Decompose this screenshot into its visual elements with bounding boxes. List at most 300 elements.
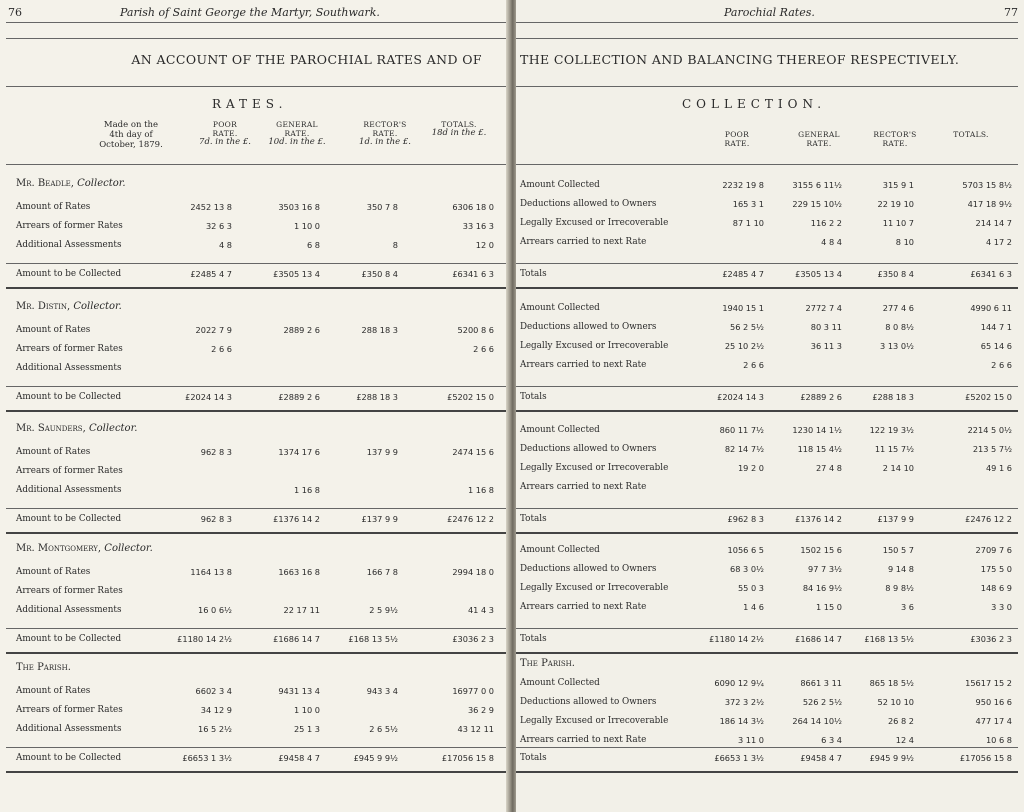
- rector-value: 9 14 8: [887, 564, 914, 574]
- column-heading-line: POOR: [212, 120, 238, 129]
- poor-value: 1940 15 1: [722, 303, 764, 313]
- collector-heading: [0, 301, 508, 315]
- general-value: £1376 14 2: [273, 514, 320, 524]
- poor-value: 2022 7 9: [195, 325, 232, 335]
- row-label: Additional Assessments: [16, 485, 122, 495]
- poor-value: 82 14 7½: [724, 444, 764, 454]
- total-value: 2214 5 0½: [967, 425, 1012, 435]
- table-row: [0, 686, 508, 700]
- collector-heading: [0, 423, 508, 437]
- group-rule: [6, 287, 506, 289]
- poor-value: 25 10 2½: [724, 341, 764, 351]
- poor-value: £2024 14 3: [717, 392, 764, 402]
- poor-value: 3 11 0: [737, 735, 764, 745]
- general-value: 6 8: [306, 240, 320, 250]
- row-label: Amount of Rates: [16, 447, 91, 457]
- left-running-title: Parish of Saint George the Martyr, Southwark.: [120, 6, 380, 19]
- total-value: 213 5 7½: [972, 444, 1012, 454]
- total-value: £6341 6 3: [970, 269, 1012, 279]
- poor-value: 6602 3 4: [195, 686, 232, 696]
- total-value: 12 0: [475, 240, 494, 250]
- total-value: 43 12 11: [457, 724, 494, 734]
- rector-value: £168 13 5½: [348, 634, 398, 644]
- total-value: 2 6 6: [991, 360, 1012, 370]
- poor-value: £2485 4 7: [722, 269, 764, 279]
- table-row: [0, 202, 508, 216]
- total-row: [0, 753, 508, 767]
- column-heading: [936, 130, 1006, 139]
- total-value: 4 17 2: [985, 237, 1012, 247]
- rector-value: 865 18 5½: [869, 678, 914, 688]
- general-value: 27 4 8: [815, 463, 842, 473]
- poor-value: 165 3 1: [732, 199, 764, 209]
- rector-value: 350 7 8: [366, 202, 398, 212]
- rector-value: 11 15 7½: [874, 444, 914, 454]
- general-value: 9431 13 4: [278, 686, 320, 696]
- table-row: [516, 545, 1024, 559]
- header-rule: [516, 22, 1018, 23]
- title-rule: [6, 86, 506, 87]
- total-value: 5703 15 8½: [962, 180, 1012, 190]
- general-value: 1502 15 6: [800, 545, 842, 555]
- rector-value: £288 18 3: [872, 392, 914, 402]
- table-row: [0, 724, 508, 738]
- row-label: Amount Collected: [520, 303, 600, 313]
- table-row: [516, 303, 1024, 317]
- general-value: 6 3 4: [821, 735, 842, 745]
- general-value: 36 11 3: [810, 341, 842, 351]
- column-heading: [350, 120, 420, 147]
- row-label: Additional Assessments: [16, 363, 122, 373]
- rector-value: 2 6 5½: [369, 724, 398, 734]
- table-row: [0, 485, 508, 499]
- total-rule: [516, 263, 1018, 264]
- column-heading-line: POOR: [724, 130, 750, 139]
- made-on-note: [96, 120, 166, 150]
- poor-value: 1 4 6: [743, 602, 764, 612]
- table-row: [0, 344, 508, 358]
- header-rule: [6, 22, 506, 23]
- total-value: 36 2 9: [467, 705, 494, 715]
- row-label: Legally Excused or Irrecoverable: [520, 341, 669, 351]
- poor-value: 186 14 3½: [719, 716, 764, 726]
- column-heading-line: RECTOR'S: [363, 120, 407, 129]
- rector-value: £350 8 4: [361, 269, 398, 279]
- general-value: £9458 4 7: [800, 753, 842, 763]
- total-value: £2476 12 2: [447, 514, 494, 524]
- total-value: 5200 8 6: [457, 325, 494, 335]
- row-label: Arrears of former Rates: [16, 586, 123, 596]
- table-row: [516, 444, 1024, 458]
- column-heading: [424, 120, 494, 138]
- rector-value: 2 5 9½: [369, 605, 398, 615]
- collector-heading: [0, 178, 508, 192]
- total-rule: [516, 747, 1018, 748]
- group-rule: [516, 287, 1018, 289]
- collector-name-text: Mr. Beadle,: [16, 178, 74, 189]
- rector-value: £288 18 3: [356, 392, 398, 402]
- rector-value: 8: [392, 240, 398, 250]
- rector-value: 2 14 10: [882, 463, 914, 473]
- table-row: [0, 325, 508, 339]
- collection-section-title: COLLECTION.: [682, 97, 827, 111]
- total-label: Amount to be Collected: [16, 634, 122, 644]
- group-rule: [516, 532, 1018, 534]
- table-row: [516, 341, 1024, 355]
- total-row: [0, 514, 508, 528]
- total-value: 417 18 9½: [967, 199, 1012, 209]
- total-row: [516, 514, 1024, 528]
- row-label: Legally Excused or Irrecoverable: [520, 583, 669, 593]
- poor-value: 1056 6 5: [727, 545, 764, 555]
- total-label: Amount to be Collected: [16, 514, 122, 524]
- rector-value: 137 9 9: [366, 447, 398, 457]
- collector-name: [16, 178, 126, 189]
- made-on-line: Made on the: [103, 120, 159, 130]
- column-heading-line: TOTALS.: [953, 130, 989, 139]
- collector-name: [16, 423, 137, 434]
- row-label: Amount of Rates: [16, 325, 91, 335]
- total-value: 15617 15 2: [965, 678, 1012, 688]
- total-row: [0, 634, 508, 648]
- total-value: 2709 7 6: [975, 545, 1012, 555]
- column-heading-line: RATE.: [882, 139, 908, 148]
- row-label: Deductions allowed to Owners: [520, 697, 657, 707]
- rector-value: 8 9 8½: [885, 583, 914, 593]
- rector-value: 943 3 4: [366, 686, 398, 696]
- group-rule: [516, 410, 1018, 412]
- total-value: 2 6 6: [473, 344, 494, 354]
- poor-value: 55 0 3: [737, 583, 764, 593]
- total-row: [0, 392, 508, 406]
- table-row: [0, 447, 508, 461]
- total-value: 33 16 3: [462, 221, 494, 231]
- row-label: Amount of Rates: [16, 686, 91, 696]
- table-row: [516, 678, 1024, 692]
- collection-group-title: [520, 658, 575, 669]
- heading-rule: [6, 164, 506, 165]
- general-value: 1 16 8: [293, 485, 320, 495]
- total-rule: [6, 386, 506, 387]
- column-rate-note: 7d. in the £.: [199, 137, 251, 147]
- total-value: 6306 18 0: [452, 202, 494, 212]
- general-value: 80 3 11: [810, 322, 842, 332]
- row-label: Arrears of former Rates: [16, 705, 123, 715]
- table-row: [516, 697, 1024, 711]
- general-value: 22 17 11: [283, 605, 320, 615]
- collector-name: [16, 662, 71, 673]
- general-value: £3505 13 4: [795, 269, 842, 279]
- rector-value: 3 6: [900, 602, 914, 612]
- rector-value: £168 13 5½: [864, 634, 914, 644]
- rector-value: 288 18 3: [361, 325, 398, 335]
- general-value: 3503 16 8: [278, 202, 320, 212]
- general-value: 1374 17 6: [278, 447, 320, 457]
- total-value: £6341 6 3: [452, 269, 494, 279]
- column-rate-note: 18d in the £.: [431, 128, 487, 138]
- general-value: £1686 14 7: [795, 634, 842, 644]
- poor-value: £6653 1 3½: [182, 753, 232, 763]
- total-value: 2474 15 6: [452, 447, 494, 457]
- row-label: Amount Collected: [520, 180, 600, 190]
- rector-value: 3 13 0½: [880, 341, 914, 351]
- total-value: £5202 15 0: [965, 392, 1012, 402]
- total-rule: [6, 263, 506, 264]
- table-row: [516, 237, 1024, 251]
- total-value: 214 14 7: [975, 218, 1012, 228]
- general-value: £2889 2 6: [278, 392, 320, 402]
- poor-value: 962 8 3: [200, 514, 232, 524]
- general-value: 1 10 0: [293, 221, 320, 231]
- poor-value: 2452 13 8: [190, 202, 232, 212]
- poor-value: £6653 1 3½: [714, 753, 764, 763]
- table-row: [0, 466, 508, 480]
- table-row: [516, 463, 1024, 477]
- total-label: Amount to be Collected: [16, 753, 122, 763]
- total-value: 4990 6 11: [970, 303, 1012, 313]
- table-row: [0, 705, 508, 719]
- row-label: Legally Excused or Irrecoverable: [520, 463, 669, 473]
- group-rule: [6, 532, 506, 534]
- column-heading-line: RATE.: [372, 129, 398, 138]
- left-page: [0, 0, 508, 812]
- total-value: 2994 18 0: [452, 567, 494, 577]
- row-label: Arrears carried to next Rate: [520, 360, 647, 370]
- total-row: [0, 269, 508, 283]
- general-value: 25 1 3: [293, 724, 320, 734]
- collector-role: Collector.: [73, 301, 122, 312]
- row-label: Arrears of former Rates: [16, 466, 123, 476]
- row-label: Additional Assessments: [16, 724, 122, 734]
- poor-value: 2 6 6: [211, 344, 232, 354]
- row-label: Arrears of former Rates: [16, 221, 123, 231]
- table-row: [0, 363, 508, 377]
- rector-value: 11 10 7: [882, 218, 914, 228]
- row-label: Arrears carried to next Rate: [520, 735, 647, 745]
- column-heading-line: RATE.: [212, 129, 238, 138]
- total-value: 10 6 8: [985, 735, 1012, 745]
- collection-group-title-text: The Parish.: [520, 658, 575, 669]
- column-heading-line: RATE.: [284, 129, 310, 138]
- rector-value: 277 4 6: [882, 303, 914, 313]
- poor-value: 2232 19 8: [722, 180, 764, 190]
- total-value: £3036 2 3: [452, 634, 494, 644]
- rector-value: £945 9 9½: [869, 753, 914, 763]
- title-right: THE COLLECTION AND BALANCING THEREOF RESPECTIVELY.: [520, 52, 960, 67]
- poor-value: 87 1 10: [732, 218, 764, 228]
- row-label: Amount of Rates: [16, 202, 91, 212]
- collector-name: [16, 543, 153, 554]
- collector-role: Collector.: [88, 423, 138, 434]
- general-value: 229 15 10½: [792, 199, 842, 209]
- general-value: £1686 14 7: [273, 634, 320, 644]
- general-value: 1663 16 8: [278, 567, 320, 577]
- total-label: Totals: [520, 634, 547, 644]
- table-row: [516, 716, 1024, 730]
- general-value: 97 7 3½: [808, 564, 842, 574]
- rector-value: £137 9 9: [361, 514, 398, 524]
- total-row: [516, 392, 1024, 406]
- made-on-line: October, 1879.: [99, 140, 163, 150]
- total-value: 148 6 9: [980, 583, 1012, 593]
- poor-value: £1180 14 2½: [709, 634, 764, 644]
- total-row: [516, 269, 1024, 283]
- row-label: Deductions allowed to Owners: [520, 444, 657, 454]
- table-row: [0, 240, 508, 254]
- table-row: [516, 482, 1024, 496]
- collector-name-text: Mr. Montgomery,: [16, 543, 102, 554]
- collection-group-heading: [516, 658, 1024, 672]
- row-label: Deductions allowed to Owners: [520, 322, 657, 332]
- poor-value: £2485 4 7: [190, 269, 232, 279]
- rector-value: 122 19 3½: [869, 425, 914, 435]
- right-running-title: Parochial Rates.: [724, 6, 815, 19]
- header-rule: [516, 38, 1018, 39]
- row-label: Additional Assessments: [16, 240, 122, 250]
- total-row: [516, 634, 1024, 648]
- total-label: Amount to be Collected: [16, 392, 122, 402]
- general-value: £2889 2 6: [800, 392, 842, 402]
- general-value: 4 8 4: [821, 237, 842, 247]
- row-label: Amount Collected: [520, 425, 600, 435]
- table-row: [516, 602, 1024, 616]
- total-value: £2476 12 2: [965, 514, 1012, 524]
- table-row: [516, 180, 1024, 194]
- rector-value: 8 0 8½: [885, 322, 914, 332]
- total-value: 16977 0 0: [452, 686, 494, 696]
- total-value: £5202 15 0: [447, 392, 494, 402]
- collector-role: Collector.: [77, 178, 126, 189]
- rector-value: 315 9 1: [882, 180, 914, 190]
- poor-value: 962 8 3: [200, 447, 232, 457]
- column-heading-line: TOTALS.: [441, 120, 477, 129]
- table-row: [516, 564, 1024, 578]
- row-label: Arrears carried to next Rate: [520, 482, 647, 492]
- general-value: 116 2 2: [810, 218, 842, 228]
- general-value: 8661 3 11: [800, 678, 842, 688]
- row-label: Legally Excused or Irrecoverable: [520, 218, 669, 228]
- rector-value: 8 10: [895, 237, 914, 247]
- total-rule: [516, 386, 1018, 387]
- column-heading: [262, 120, 332, 147]
- general-value: £3505 13 4: [273, 269, 320, 279]
- row-label: Deductions allowed to Owners: [520, 199, 657, 209]
- poor-value: 16 0 6½: [198, 605, 232, 615]
- total-label: Totals: [520, 269, 547, 279]
- poor-value: 56 2 5½: [730, 322, 764, 332]
- row-label: Arrears of former Rates: [16, 344, 123, 354]
- column-rate-note: 1d. in the £.: [359, 137, 411, 147]
- total-value: 144 7 1: [980, 322, 1012, 332]
- column-heading-line: RECTOR'S: [873, 130, 917, 139]
- row-label: Arrears carried to next Rate: [520, 602, 647, 612]
- general-value: 84 16 9½: [802, 583, 842, 593]
- rector-value: £137 9 9: [877, 514, 914, 524]
- total-rule: [6, 508, 506, 509]
- total-value: 950 16 6: [975, 697, 1012, 707]
- rector-value: 12 4: [895, 735, 914, 745]
- general-value: 3155 6 11½: [792, 180, 842, 190]
- column-heading: [860, 130, 930, 148]
- poor-value: 6090 12 9¼: [714, 678, 764, 688]
- group-rule: [516, 652, 1018, 654]
- rates-section-title: RATES.: [212, 97, 288, 111]
- group-rule: [516, 771, 1018, 773]
- poor-value: 19 2 0: [737, 463, 764, 473]
- collector-name-text: Mr. Distin,: [16, 301, 71, 312]
- title-rule: [516, 86, 1018, 87]
- column-heading: [784, 130, 854, 148]
- general-value: 526 2 5½: [802, 697, 842, 707]
- row-label: Amount Collected: [520, 678, 600, 688]
- column-heading: [190, 120, 260, 147]
- table-row: [516, 218, 1024, 232]
- row-label: Deductions allowed to Owners: [520, 564, 657, 574]
- column-heading: [702, 130, 772, 148]
- general-value: 1 15 0: [815, 602, 842, 612]
- table-row: [516, 583, 1024, 597]
- poor-value: £962 8 3: [727, 514, 764, 524]
- table-row: [0, 221, 508, 235]
- column-heading-line: RATE.: [806, 139, 832, 148]
- collector-name-text: Mr. Saunders,: [16, 423, 86, 434]
- general-value: £9458 4 7: [278, 753, 320, 763]
- total-label: Amount to be Collected: [16, 269, 122, 279]
- poor-value: 4 8: [218, 240, 232, 250]
- general-value: 264 14 10½: [792, 716, 842, 726]
- table-row: [0, 567, 508, 581]
- poor-value: 860 11 7½: [719, 425, 764, 435]
- total-value: 1 16 8: [467, 485, 494, 495]
- general-value: 2889 2 6: [283, 325, 320, 335]
- total-value: £17056 15 8: [441, 753, 494, 763]
- collector-role: Collector.: [104, 543, 153, 554]
- row-label: Amount Collected: [520, 545, 600, 555]
- total-value: 175 5 0: [980, 564, 1012, 574]
- total-row: [516, 753, 1024, 767]
- collector-name: [16, 301, 122, 312]
- rector-value: £945 9 9½: [353, 753, 398, 763]
- total-value: 49 1 6: [985, 463, 1012, 473]
- row-label: Additional Assessments: [16, 605, 122, 615]
- general-value: 1230 14 1½: [792, 425, 842, 435]
- poor-value: 1164 13 8: [190, 567, 232, 577]
- total-value: 41 4 3: [467, 605, 494, 615]
- row-label: Arrears carried to next Rate: [520, 237, 647, 247]
- table-row: [516, 425, 1024, 439]
- rector-value: 150 5 7: [882, 545, 914, 555]
- column-heading-line: GENERAL: [276, 120, 318, 129]
- total-value: £17056 15 8: [959, 753, 1012, 763]
- right-page-number: 77: [1004, 6, 1018, 19]
- column-heading-line: GENERAL: [798, 130, 840, 139]
- total-label: Totals: [520, 753, 547, 763]
- table-row: [516, 322, 1024, 336]
- poor-value: 372 3 2½: [724, 697, 764, 707]
- rector-value: 22 19 10: [877, 199, 914, 209]
- poor-value: £2024 14 3: [185, 392, 232, 402]
- table-row: [0, 605, 508, 619]
- total-rule: [516, 628, 1018, 629]
- poor-value: 32 6 3: [205, 221, 232, 231]
- heading-rule: [516, 164, 1018, 165]
- table-row: [0, 586, 508, 600]
- poor-value: 34 12 9: [200, 705, 232, 715]
- general-value: 2772 7 4: [805, 303, 842, 313]
- collector-heading: [0, 543, 508, 557]
- row-label: Amount of Rates: [16, 567, 91, 577]
- group-rule: [6, 771, 506, 773]
